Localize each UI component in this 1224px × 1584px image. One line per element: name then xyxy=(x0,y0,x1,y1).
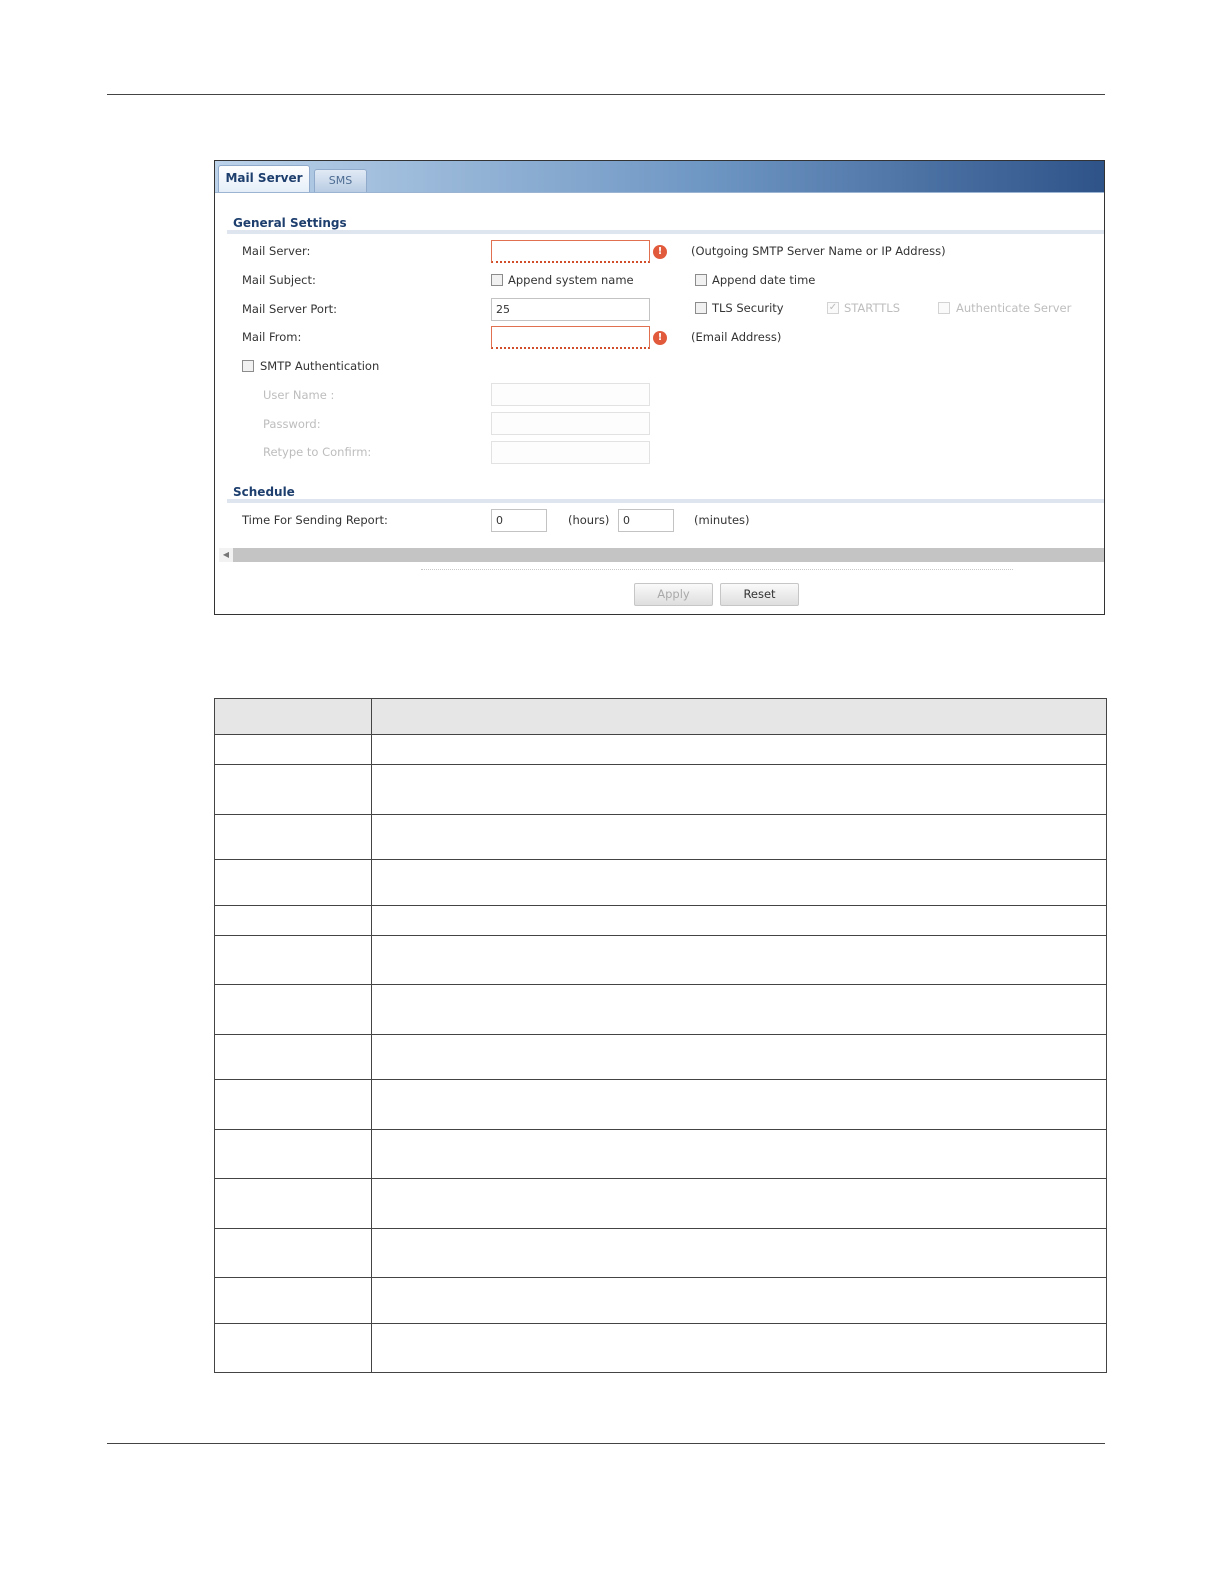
tab-mail-server[interactable]: Mail Server xyxy=(218,165,310,192)
error-icon: ! xyxy=(653,245,667,259)
tab-bar xyxy=(215,161,1104,193)
reset-button[interactable]: Reset xyxy=(720,583,799,606)
hours-input[interactable] xyxy=(491,509,547,532)
top-rule xyxy=(107,94,1105,95)
mail-server-port-input[interactable] xyxy=(491,298,650,321)
table-row xyxy=(215,906,1107,936)
table-row xyxy=(215,1080,1107,1130)
smtp-authentication-label: SMTP Authentication xyxy=(260,359,380,373)
schedule-title: Schedule xyxy=(233,485,295,499)
table-header-cell xyxy=(372,699,1107,735)
table-row xyxy=(215,1229,1107,1278)
table-row xyxy=(215,1130,1107,1179)
table-row xyxy=(215,735,1107,765)
table-row xyxy=(215,1324,1107,1373)
starttls-label: STARTTLS xyxy=(844,301,901,315)
password-input xyxy=(491,412,650,435)
authenticate-server-label: Authenticate Server xyxy=(956,301,1072,315)
retype-label: Retype to Confirm: xyxy=(263,445,372,459)
append-system-name-label: Append system name xyxy=(508,273,634,287)
table-row xyxy=(215,765,1107,815)
password-label: Password: xyxy=(263,417,321,431)
mail-from-hint: (Email Address) xyxy=(691,330,782,344)
section-divider xyxy=(227,230,1104,234)
apply-button[interactable]: Apply xyxy=(634,583,713,606)
user-name-input xyxy=(491,383,650,406)
error-icon: ! xyxy=(653,331,667,345)
tls-security-checkbox[interactable] xyxy=(695,302,707,314)
append-date-time-checkbox[interactable] xyxy=(695,274,707,286)
general-settings-title: General Settings xyxy=(233,216,347,230)
table-row xyxy=(215,936,1107,985)
smtp-authentication-checkbox[interactable] xyxy=(242,360,254,372)
mail-server-panel xyxy=(214,160,1105,615)
mail-subject-label: Mail Subject: xyxy=(242,273,316,287)
table-header-row xyxy=(215,699,1107,735)
table-row xyxy=(215,1035,1107,1080)
section-divider xyxy=(227,499,1104,503)
mail-server-port-label: Mail Server Port: xyxy=(242,302,338,316)
mail-from-label: Mail From: xyxy=(242,330,302,344)
append-date-time-label: Append date time xyxy=(712,273,816,287)
authenticate-server-checkbox xyxy=(938,302,950,314)
mail-server-input[interactable] xyxy=(491,240,650,263)
mail-server-hint: (Outgoing SMTP Server Name or IP Address) xyxy=(691,244,946,258)
mail-from-input[interactable] xyxy=(491,326,650,349)
description-table xyxy=(214,698,1107,1373)
append-system-name-checkbox[interactable] xyxy=(491,274,503,286)
starttls-checkbox: ✓ xyxy=(828,302,838,313)
table-header-cell xyxy=(215,699,372,735)
table-row xyxy=(215,1179,1107,1229)
time-for-sending-report-label: Time For Sending Report: xyxy=(242,513,388,527)
retype-input xyxy=(491,441,650,464)
dotted-separator xyxy=(421,569,1013,570)
table-row xyxy=(215,1278,1107,1324)
mail-server-label: Mail Server: xyxy=(242,244,311,258)
table-row xyxy=(215,815,1107,860)
table-row xyxy=(215,860,1107,906)
minutes-input[interactable] xyxy=(618,509,674,532)
bottom-rule xyxy=(107,1443,1105,1444)
tab-sms[interactable]: SMS xyxy=(314,169,367,192)
table-row xyxy=(215,985,1107,1035)
user-name-label: User Name : xyxy=(263,388,335,402)
horizontal-scrollbar[interactable] xyxy=(219,548,1104,562)
minutes-unit: (minutes) xyxy=(694,513,750,527)
scroll-left-icon[interactable]: ◀ xyxy=(219,548,233,562)
hours-unit: (hours) xyxy=(568,513,610,527)
tls-security-label: TLS Security xyxy=(712,301,784,315)
